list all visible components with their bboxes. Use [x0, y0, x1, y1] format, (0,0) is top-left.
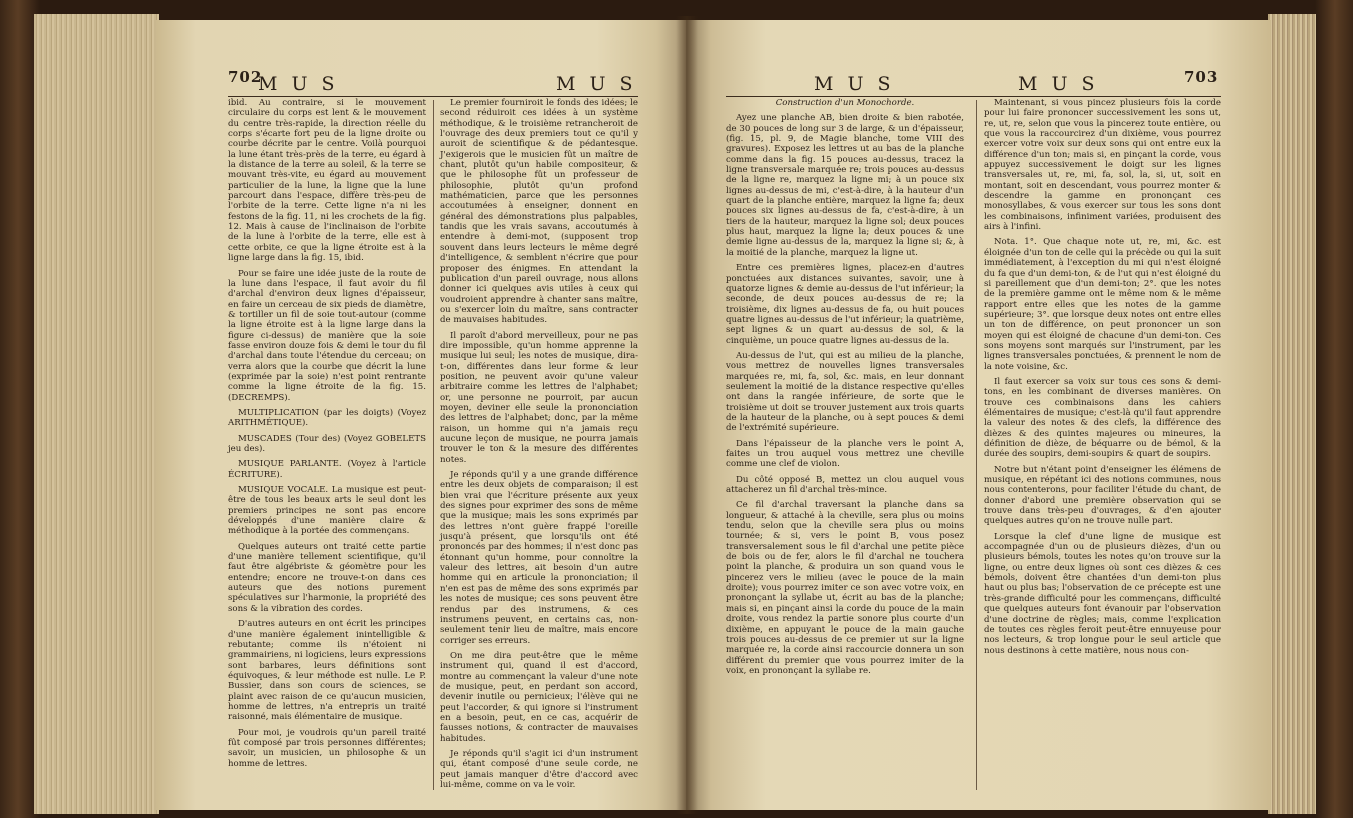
paragraph: MUSCADES (Tour des) (Voyez GOBELETS jeu des).: [228, 433, 426, 454]
section-title: Construction d'un Monochorde.: [775, 98, 915, 108]
left-page-number: 702: [228, 68, 263, 86]
paragraph: Je réponds qu'il s'agit ici d'un instrument qui, étant composé d'une seule corde, ne peut jamais manquer d'être d'accord avec lui-même, comme on va le voir.: [440, 748, 638, 790]
book-gutter: [676, 16, 698, 814]
right-header-left: M U S: [814, 73, 895, 95]
paragraph: Notre but n'étant point d'enseigner les élémens de musique, en répétant ici des notions communes, nous nous contenterons, pour faciliter l'étude du chant, de donner d'abord une première observation qui se trouve dans très-peu d'ouvrages, & d'en ajouter quelques autres qu'on ne trouve nulle part.: [984, 464, 1221, 527]
paragraph: Il paroît d'abord merveilleux, pour ne pas dire impossible, qu'un homme apprenne la musique lui seul; les notes de musique, dira-t-on, différentes dans leur forme & leur position, ne peuvent avoir qu'une valeur arbitraire comme les lettres de l'alphabet; or, une personne ne pourroit, par aucun moyen, deviner elle seule la prononciation des lettres de l'alphabet; donc, par la même raison, un homme qui n'a jamais reçu aucune leçon de musique, ne pourra jamais trouver le ton & la mesure des différentes notes.: [440, 330, 638, 465]
left-page: [156, 20, 686, 810]
right-column-rule: [976, 100, 977, 790]
paragraph: Du côté opposé B, mettez un clou auquel vous attacherez un fil d'archal très-mince.: [726, 474, 964, 496]
paragraph: D'autres auteurs en ont écrit les principes d'une manière également inintelligible & rebutante; comme ils n'étoient ni grammairiens, ni logiciens, leurs expressions sont barbares, leurs définitions sont équivoques, & leur méthode est nulle. Le P. Bussier, dans son cours de sciences, se plaint avec raison de ce qu'aucun musicien, homme de lettres, n'a entrepris un traité raisonné, mais élémentaire de musique.: [228, 619, 426, 723]
paragraph: Au-dessus de l'ut, qui est au milieu de la planche, vous mettrez de nouvelles lignes transversales marquées re, mi, fa, sol, &c. mais, en leur donnant seulement la moitié de la distance respective qu'elles ont dans la rangée inférieure, de sorte que le troisième ut doit se trouver justement aux trois quarts de la hauteur de la planche, ou à sept pouces & demi de l'extrémité supérieure.: [726, 350, 964, 434]
paragraph: Nota. 1°. Que chaque note ut, re, mi, &c. est éloignée d'un ton de celle qui la précède ou qui la suit immédiatement, à l'exception du mi qui n'est éloigné du fa que d'un demi-ton, & de l'ut qui n'est éloigné du si pareillement que d'un demi-ton; 2°. que les notes de la première gamme ont le même nom & le même rapport entre elles que les notes de la gamme supérieure; 3°. que lorsque deux notes ont entre elles un ton de différence, on peut prononcer un son moyen qui est éloigné de chacune d'un demi-ton. Ces sons moyens sont marqués sur l'instrument, par les lignes transversales ponctuées, & prennent le nom de la note voisine, &c.: [984, 237, 1221, 372]
paragraph: Il faut exercer sa voix sur tous ces sons & demi-tons, en les combinant de diverses manières. On trouve ces combinaisons dans les cahiers élémentaires de musique; c'est-là qu'il faut apprendre la valeur des notes & des clefs, la différence des dièzes & des quintes majeures ou mineures, la définition de dièze, de béquarre ou de bémol, & la durée des soupirs, demi-soupirs & quart de soupirs.: [984, 376, 1221, 460]
right-page: [686, 20, 1271, 810]
paragraph: Dans l'épaisseur de la planche vers le point A, faites un trou auquel vous mettrez une cheville comme une clef de violon.: [726, 438, 964, 470]
paragraph: MUSIQUE PARLANTE. (Voyez à l'article ÉCRITURE).: [228, 459, 426, 480]
right-header-rule: [726, 96, 1221, 97]
left-page-column-2: [440, 98, 638, 795]
right-page-column-1: [726, 98, 964, 681]
left-header-rule: [228, 96, 638, 97]
paragraph: MUSIQUE VOCALE. La musique est peut-être de tous les beaux arts le seul dont les premiers principes ne sont pas encore développés d'une manière claire & méthodique à la portée des commençans.: [228, 485, 426, 537]
paragraph: Quelques auteurs ont traité cette partie d'une manière tellement scientifique, qu'il faut être algébriste & géomètre pour les entendre; encore ne trouve-t-on dans ces auteurs que des notions purement spéculatives sur l'harmonie, la propriété des sons & la vibration des cordes.: [228, 541, 426, 614]
right-page-column-2: [984, 98, 1221, 661]
paragraph: Le premier fourniroit le fonds des idées; le second réduiroit ces idées à un système méthodique, & le troisième retrancheroit de l'ouvrage des deux premiers tout ce qu'il y auroit de scientifique & de pédantesque. J'exigerois que le musicien fût un maître de chant, plutôt qu'un habile compositeur, & que le philosophe fût un professeur de philosophie, plutôt qu'un profond mathématicien, parce que les personnes accoutumées à enseigner, donnent en général des démonstrations plus palpables, tandis que les vrais savans, accoutumés à entendre à demi-mot, (supposent trop souvent dans leurs lecteurs le même degré d'intelligence, & semblent n'écrire que pour proposer des énigmes. En attendant la publication d'un pareil ouvrage, nous allons donner ici quelques avis utiles à ceux qui voudroient apprendre à chanter sans maître, ou s'exercer loin du maître, sans contracter de mauvaises habitudes.: [440, 98, 638, 326]
paragraph: Lorsque la clef d'une ligne de musique est accompagnée d'un ou de plusieurs dièzes, d'un ou plusieurs bémols, toutes les notes qu'on trouve sur la ligne, ou entre deux lignes où sont ces dièzes & ces bémols, doivent être chantées d'un demi-ton plus haut ou plus bas; l'observation de ce précepte est une très-grande difficulté pour les commençans, difficulté que quelques auteurs font évanouir par l'observation d'une doctrine de règles; mais, comme l'explication de toutes ces règles feroit peut-être ennuyeuse pour nos lecteurs, & trop longue pour le seul article que nous destinons à cette matière, nous nous con-: [984, 531, 1221, 656]
paragraph: Ayez une planche AB, bien droite & bien rabotée, de 30 pouces de long sur 3 de large, & un d'épaisseur, (fig. 15, pl. 9, de Magie blanche, tome VIII des gravures). Exposez les lettres ut au bas de la planche comme dans la fig. 15 pouces au-dessus, tracez la ligne transversale marquée re; trois pouces au-dessus de la ligne re, marquez la ligne mi; à un pouce six lignes au-dessus de mi, c'est-à-dire, à la hauteur d'un quart de la planche entière, marquez la ligne fa; deux pouces six lignes au-dessus de fa, c'est-à-dire, à un tiers de la hauteur, marquez la ligne sol; deux pouces plus haut, marquez la ligne la; deux pouces & une demie ligne au-dessus de la, marquez la ligne si; &, à la moitié de la planche, marquez la ligne ut.: [726, 113, 964, 258]
paragraph: ibid. Au contraire, si le mouvement circulaire du corps est lent & le mouvement du centre très-rapide, la direction réelle du corps s'écarte fort peu de la ligne droite ou courbe décrite par le centre. Voilà pourquoi la lune étant très-près de la terre, eu égard à la distance de la terre au soleil, & la terre se mouvant très-vite, eu égard au mouvement particulier de la lune, la ligne que la lune parcourt dans l'espace, diffère très-peu de l'orbite de la terre. Cette ligne n'a ni les festons de la fig. 11, ni les crochets de la fig. 12. Mais à cause de l'inclinaison de l'orbite de la lune à l'orbite de la terre, elle est à cette orbite, ce que la ligne étroite est à la ligne large dans la fig. 15, ibid.: [228, 98, 426, 264]
right-page-number: 703: [1184, 68, 1219, 86]
paragraph: Entre ces premières lignes, placez-en d'autres ponctuées aux distances suivantes, savoir, une à quatorze lignes & demie au-dessus de l'ut inférieur; la seconde, de deux pouces au-dessus de re; la troisième, dix lignes au-dessus de fa, ou huit pouces quatre lignes au-dessus de l'ut inférieur; la quatrième, sept lignes & un quart au-dessus de sol, & la cinquième, un pouce quatre lignes au-dessus de la.: [726, 263, 964, 346]
right-page-edges: [1268, 14, 1316, 814]
right-header-right: M U S: [1018, 73, 1099, 95]
left-header-right: M U S: [556, 73, 637, 95]
paragraph: Pour se faire une idée juste de la route de la lune dans l'espace, il faut avoir du fil d'archal d'environ deux lignes d'épaisseur, en faire un cerceau de six pieds de diamètre, & tortiller un fil de soie tout-autour (comme la ligne étroite est à la ligne large dans la figure ci-dessus) de manière que la soie fasse environ douze fois & demi le tour du fil d'archal dans toute l'étendue du cerceau; on verra alors que la courbe que décrit la lune (exprimée par la soie) n'est point rentrante comme la ligne étroite de la fig. 15. (DECREMPS).: [228, 268, 426, 403]
left-header-left: M U S: [258, 73, 339, 95]
left-page-edges: [34, 14, 159, 814]
paragraph: Pour moi, je voudrois qu'un pareil traité fût composé par trois personnes différentes; savoir, un musicien, un philosophe & un homme de lettres.: [228, 727, 426, 769]
left-column-rule: [433, 100, 434, 790]
paragraph: MULTIPLICATION (par les doigts) (Voyez ARITHMÉTIQUE).: [228, 407, 426, 429]
paragraph: Je réponds qu'il y a une grande différence entre les deux objets de comparaison; il est bien vrai que l'écriture présente aux yeux des signes pour exprimer des sons de même que la musique; mais les sons exprimés par des lettres n'ont guère frappé l'oreille jusqu'à présent, que lorsqu'ils ont été prononcés par des hommes; il n'est donc pas étonnant qu'un homme, pour connoître la valeur des lettres, ait besoin d'un autre homme qui en articule la prononciation; il n'en est pas de même des sons exprimés par les notes de musique; ces sons peuvent être rendus par des instrumens, & ces instrumens peuvent, en certains cas, non-seulement tenir lieu de maître, mais encore corriger ses erreurs.: [440, 470, 638, 646]
paragraph: Ce fil d'archal traversant la planche dans sa longueur, & attaché à la cheville, sera plus ou moins tendu, selon que la cheville sera plus ou moins tournée; & si, vers le point B, vous posez transversalement sous le fil d'archal une petite pièce de bois ou de fer, alors le fil d'archal ne touchera point la planche, & produira un son quand vous le pincerez vers le milieu (avec le pouce de la main droite); vous pourrez imiter ce son avec votre voix, en prononçant la syllabe ut, écrit au bas de la planche; mais si, en pinçant ainsi la corde du pouce de la main droite, vous rendez la partie sonore plus courte d'un dixième, en appuyant le pouce de la main gauche trois pouces au-dessus de ce premier ut sur la ligne marquée re, la corde ainsi raccourcie donnera un son différent du premier que vous pourrez imiter de la voix, en prononçant la syllabe re.: [726, 500, 964, 676]
left-page-column-1: [228, 98, 426, 774]
paragraph: On me dira peut-être que le même instrument qui, quand il est d'accord, montre au commençant la valeur d'une note de musique, peut, en perdant son accord, devenir inutile ou pernicieux; l'élève qui ne peut l'accorder, & qui ignore si l'instrument en a besoin, peut, en ce cas, acquérir de fausses notions, & contracter de mauvaises habitudes.: [440, 650, 638, 744]
paragraph: Maintenant, si vous pincez plusieurs fois la corde pour lui faire prononcer successivement les sons ut, re, ut, re, selon que vous la pincerez toute entière, ou que vous la raccourcirez d'un dixième, vous pourrez exercer votre voix sur deux sons qui ont entre eux la différence d'un ton; mais si, en pinçant la corde, vous appuyez successivement le doigt sur les lignes transversales ut, re, mi, fa, sol, la, si, ut, soit en montant, soit en descendant, vous pourrez monter & descendre la gamme en prononçant ces monosyllabes, & vous exercer sur tous les sons dont les combinaisons, infiniment variées, produisent des airs à l'infini.: [984, 98, 1221, 233]
